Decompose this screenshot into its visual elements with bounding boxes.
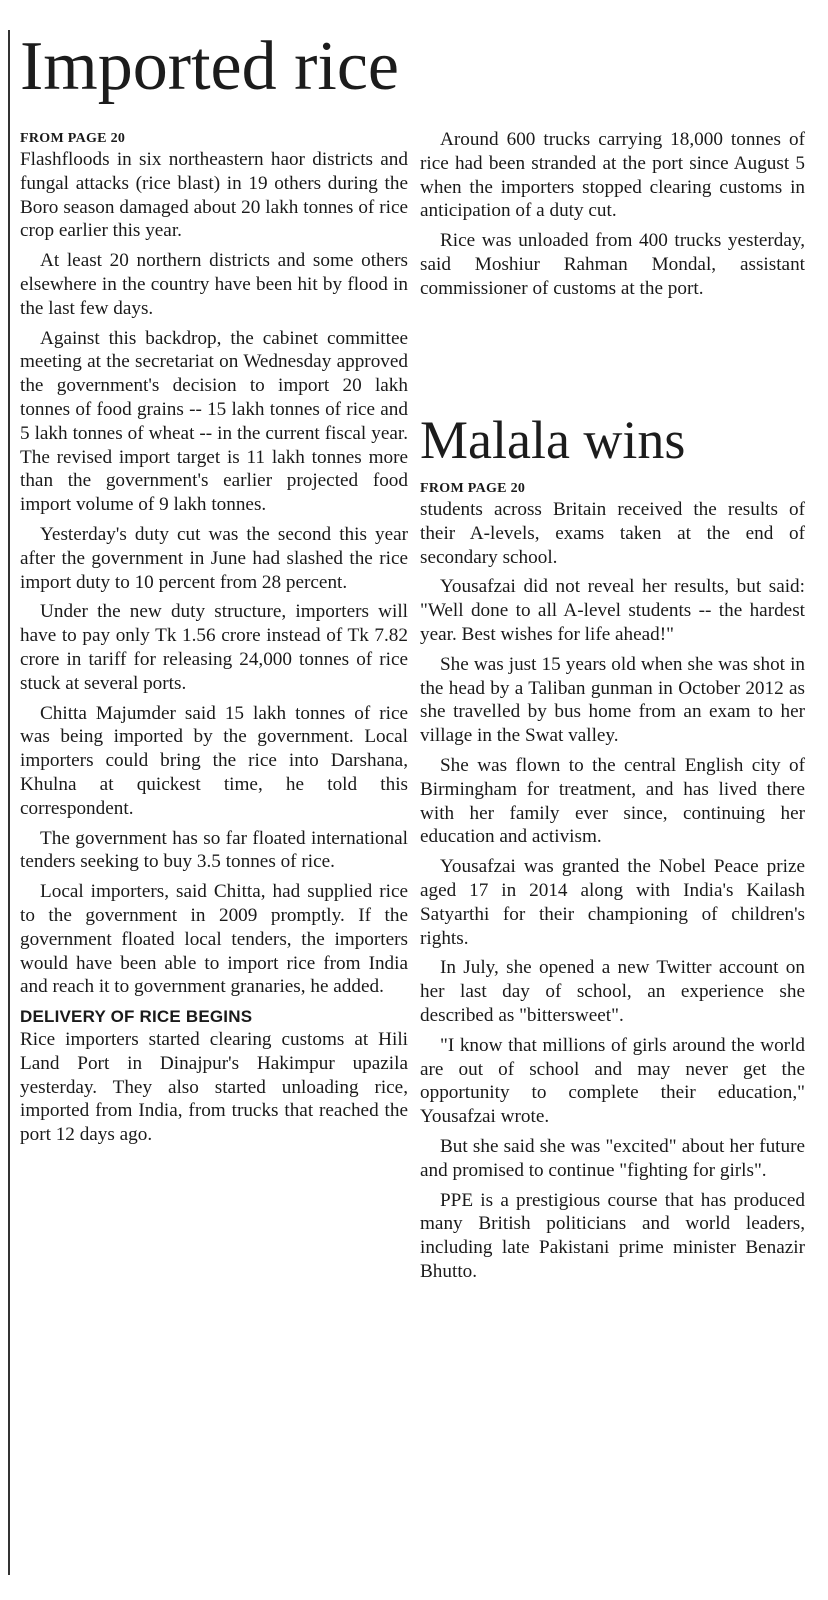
- paragraph: Local importers, said Chitta, had supplied rice to the government in 2009 promptly. If the government floated local tenders, the importers would have been able to import rice from India and reach it to government granaries, he added.: [20, 881, 408, 998]
- paragraph: Rice importers started clearing customs at Hili Land Port in Dinajpur's Hakimpur upazila yesterday. They also started unloading rice, imported from India, from trucks that reached the port 12 days ago.: [20, 1029, 408, 1146]
- paragraph: In July, she opened a new Twitter account on her last day of school, an experience she described as "bittersweet".: [420, 957, 805, 1026]
- paragraph: Against this backdrop, the cabinet committee meeting at the secretariat on Wednesday approved the government's decision to import 20 lakh tonnes of food grains -- 15 lakh tonnes of rice and 5 lakh tonnes of wheat -- in the current fiscal year. The revised import target is 11 lakh tonnes more than the government's earlier projected food import volume of 9 lakh tonnes.: [20, 327, 408, 516]
- continuation-kicker: FROM PAGE 20: [420, 481, 526, 496]
- paragraph: She was flown to the central English city of Birmingham for treatment, and has lived there with her family ever since, continuing her education and activism.: [420, 754, 805, 848]
- paragraph: Around 600 trucks carrying 18,000 tonnes of rice had been stranded at the port since August 5 when the importers stopped clearing customs in anticipation of a duty cut.: [420, 129, 805, 222]
- article-imported-rice-column-2: [420, 128, 805, 307]
- paragraph: Rice was unloaded from 400 trucks yesterday, said Moshiur Rahman Mondal, assistant commissioner of customs at the port.: [420, 230, 805, 299]
- paragraph: Yesterday's duty cut was the second this year after the government in June had slashed the rice import duty to 10 percent from 28 percent.: [20, 523, 408, 593]
- headline-imported-rice: Imported rice: [20, 28, 399, 105]
- article-imported-rice-column-1: [20, 130, 408, 1153]
- paragraph: The government has so far floated international tenders seeking to buy 3.5 tonnes of rice.: [20, 827, 408, 873]
- paragraph: She was just 15 years old when she was shot in the head by a Taliban gunman in October 2012 as she travelled by bus home from an exam to her village in the Swat valley.: [420, 653, 805, 747]
- paragraph: Yousafzai was granted the Nobel Peace prize aged 17 in 2014 along with India's Kailash Satyarthi for their championing of children's rights.: [420, 856, 805, 949]
- paragraph: students across Britain received the results of their A-levels, exams taken at the end of secondary school.: [420, 499, 805, 568]
- headline-malala-wins: Malala wins: [420, 410, 686, 470]
- paragraph: PPE is a prestigious course that has produced many British politicians and world leaders, including late Pakistani prime minister Benazir Bhutto.: [420, 1189, 805, 1282]
- paragraph: Chitta Majumder said 15 lakh tonnes of rice was being imported by the government. Local importers could bring the rice into Darshana, Khulna at quickest time, he told this correspondent.: [20, 702, 408, 819]
- paragraph: But she said she was "excited" about her future and promised to continue "fighting for girls".: [420, 1135, 805, 1181]
- article-malala-wins: [420, 480, 805, 1290]
- paragraph: Under the new duty structure, importers will have to pay only Tk 1.56 crore instead of Tk 7.82 crore in tariff for releasing 24,000 tonnes of rice stuck at several ports.: [20, 601, 408, 694]
- paragraph: Flashfloods in six northeastern haor districts and fungal attacks (rice blast) in 19 others during the Boro season damaged about 20 lakh tonnes of rice crop earlier this year.: [20, 149, 408, 242]
- column-rule: [8, 30, 10, 1575]
- paragraph: At least 20 northern districts and some others elsewhere in the country have been hit by flood in the last few days.: [20, 250, 408, 319]
- paragraph: "I know that millions of girls around the world are out of school and may never get the opportunity to complete their education," Yousafzai wrote.: [420, 1034, 805, 1128]
- section-subhead: DELIVERY OF RICE BEGINS: [20, 1007, 253, 1027]
- continuation-kicker: FROM PAGE 20: [20, 131, 126, 146]
- paragraph: Yousafzai did not reveal her results, but said: "Well done to all A-level students -- the hardest year. Best wishes for life ahead!": [420, 576, 805, 645]
